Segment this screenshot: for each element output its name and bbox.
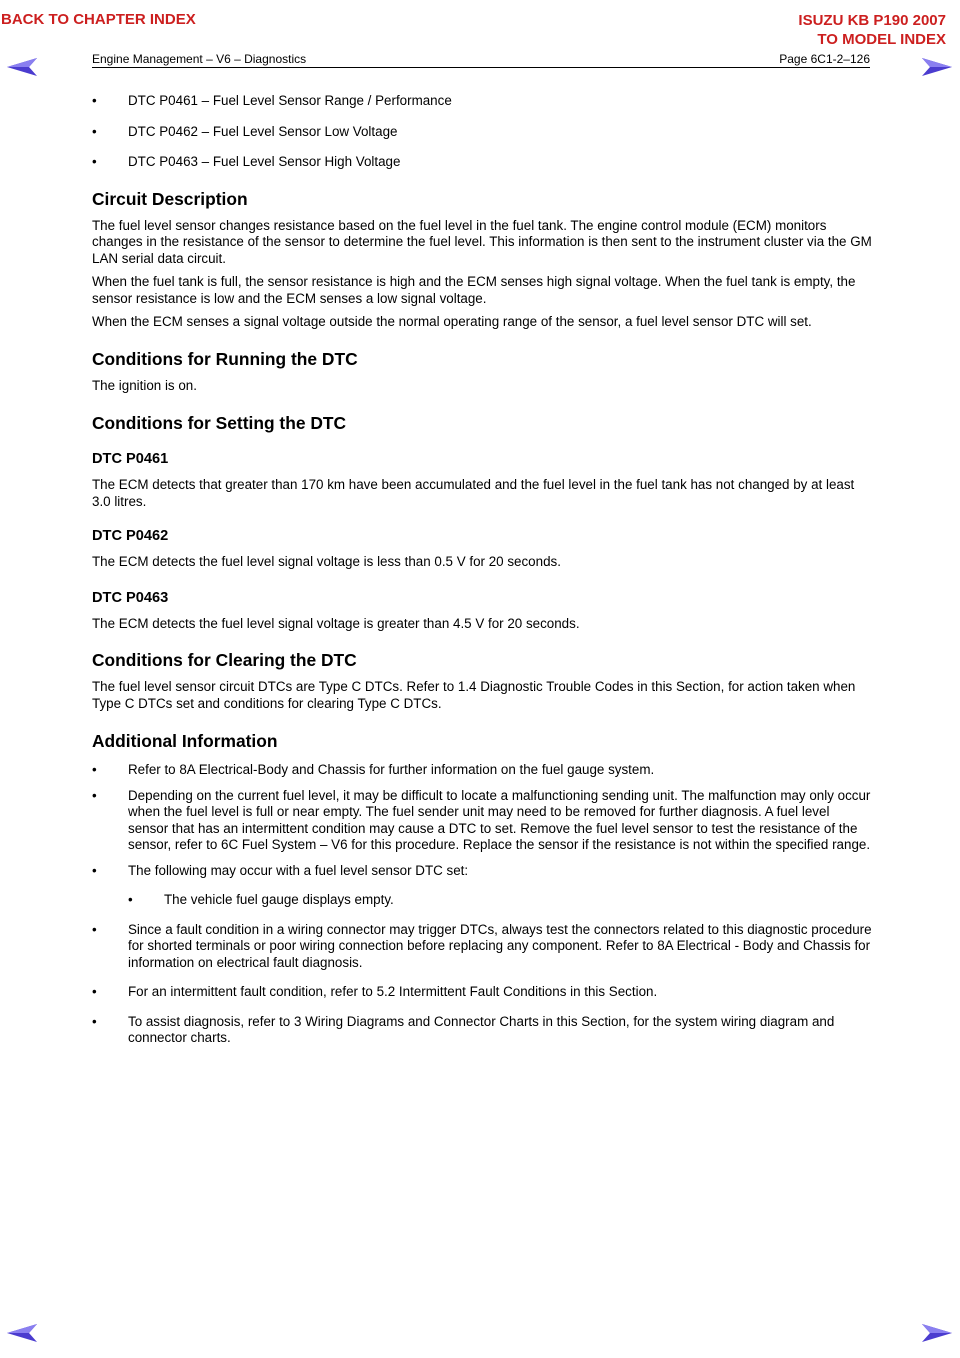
next-page-bottom-arrow-icon[interactable] [920,1322,954,1344]
intro-bullet-p0462: • DTC P0462 – Fuel Level Sensor Low Voltage [92,123,398,139]
dtc-p0462-text: The ECM detects the fuel level signal voltage is less than 0.5 V for 20 seconds. [92,554,561,569]
additional-information-heading: Additional Information [92,731,278,751]
conditions-clearing-heading: Conditions for Clearing the DTC [92,650,357,670]
model-title: ISUZU KB P190 2007 [798,12,946,29]
dtc-p0463-text: The ECM detects the fuel level signal voltage is greater than 4.5 V for 20 seconds. [92,615,580,631]
next-page-arrow-icon[interactable] [920,56,954,78]
dtc-p0461-heading: DTC P0461 [92,451,169,467]
additional-bullet-5: • For an intermittent fault condition, refer to 5.2 Intermittent Fault Conditions in this Section. [92,984,658,999]
dtc-p0462-heading: DTC P0462 [92,528,169,544]
conditions-setting-heading: Conditions for Setting the DTC [92,413,347,433]
conditions-running-heading: Conditions for Running the DTC [92,348,358,369]
additional-bullet-2: • Depending on the current fuel level, it may be difficult to locate a malfunctioning sending unit. The malfunction may only occur when the fuel level is full or near empty. The fuel sender unit may need to be removed for further diagnosis. A fuel level sensor that has an intermittent condition may cause a DTC to set. Remove the fuel level sensor to test the resistance of the sensor, refer to 6C Fuel System – V6 for this procedure. Replace the sensor if the resistance is not within the specified range. [92,787,871,852]
model-index-block [798,11,946,49]
page-header [92,52,870,68]
previous-page-bottom-arrow-icon[interactable] [5,1322,39,1344]
dtc-p0463-heading: DTC P0463 [92,589,169,606]
back-to-chapter-index-link[interactable]: BACK TO CHAPTER INDEX [1,11,196,28]
circuit-paragraph-3: When the ECM senses a signal voltage outside the normal operating range of the sensor, a fuel level sensor DTC will set. [92,314,812,329]
additional-bullet-1: • Refer to 8A Electrical-Body and Chassis for further information on the fuel gauge system. [92,762,655,777]
conditions-running-text: The ignition is on. [92,377,197,393]
conditions-clearing-text: The fuel level sensor circuit DTCs are Type C DTCs. Refer to 1.4 Diagnostic Trouble Codes in this Section, for action taken when Type C DTCs set and conditions for clearing Type C DTCs. [92,679,856,711]
header-page-number: Page 6C1-2–126 [779,52,870,66]
additional-bullet-3: • The following may occur with a fuel level sensor DTC set: [92,862,469,878]
document-body [92,93,872,1047]
circuit-description-heading: Circuit Description [92,188,248,209]
header-section-title: Engine Management – V6 – Diagnostics [92,52,307,66]
to-model-index-link[interactable]: TO MODEL INDEX [817,31,946,48]
intro-bullet-p0463: • DTC P0463 – Fuel Level Sensor High Voltage [92,154,401,169]
circuit-paragraph-2: When the fuel tank is full, the sensor resistance is high and the ECM senses high signal voltage. When the fuel tank is empty, the sensor resistance is low and the ECM senses a low signal voltage. [92,274,856,306]
circuit-paragraph-1: The fuel level sensor changes resistance based on the fuel level in the fuel tank. The engine control module (ECM) monitors changes in the resistance of the sensor to determine the fuel level. This information is then sent to the instrument cluster via the GM LAN serial data circuit. [92,217,872,266]
dtc-p0461-text: The ECM detects that greater than 170 km have been accumulated and the fuel level in the fuel tank has not changed by at least 3.0 litres. [92,477,855,509]
previous-page-arrow-icon[interactable] [5,56,39,78]
intro-bullet-p0461: • DTC P0461 – Fuel Level Sensor Range / Performance [92,93,452,108]
additional-bullet-4: • Since a fault condition in a wiring connector may trigger DTCs, always test the connectors related to this diagnostic procedure for shorted terminals or poor wiring connection before replacing any component. Refer to 8A Electrical - Body and Chassis for information on electrical fault diagnosis. [92,921,872,970]
additional-bullet-6: • To assist diagnosis, refer to 3 Wiring Diagrams and Connector Charts in this Section, for the system wiring diagram and connector charts. [92,1013,835,1045]
additional-sub-bullet: • The vehicle fuel gauge displays empty. [128,892,394,907]
